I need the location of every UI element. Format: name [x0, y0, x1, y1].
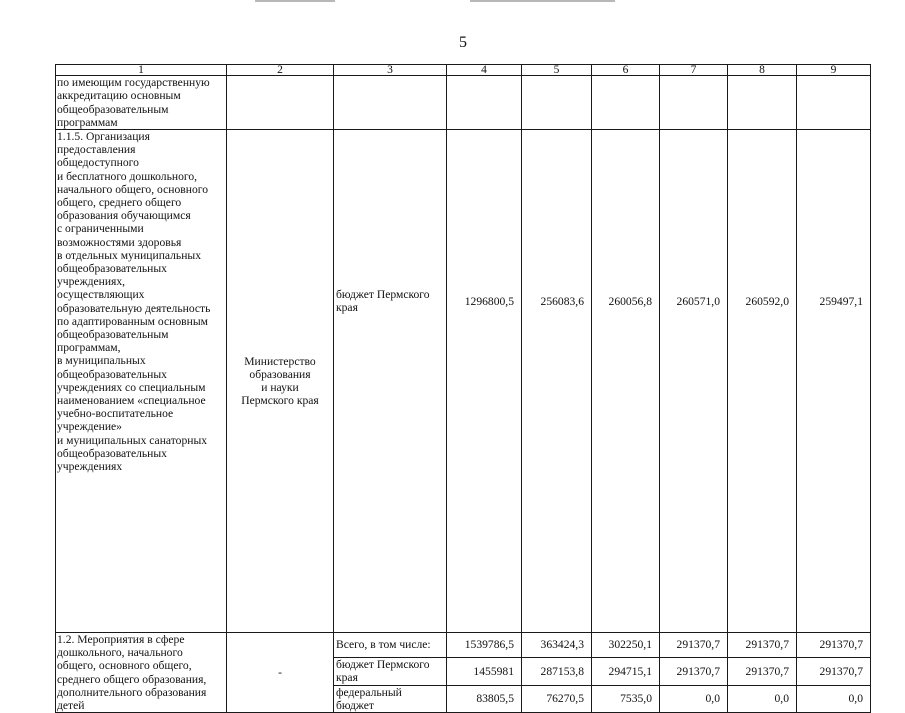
empty-cell — [592, 76, 660, 130]
empty-cell — [797, 76, 871, 130]
executor-cell: Министерство образования и науки Пермского края — [227, 130, 334, 633]
amount-cell: 291370,7 — [797, 633, 871, 658]
column-number: 8 — [728, 65, 797, 76]
amount-cell: 363424,3 — [522, 633, 592, 658]
empty-cell — [522, 76, 592, 130]
empty-cell — [660, 76, 728, 130]
amount-cell: 302250,1 — [592, 633, 660, 658]
program-table — [55, 64, 871, 713]
table-header-row — [56, 65, 871, 76]
column-number: 5 — [522, 65, 592, 76]
amount-cell: 1539786,5 — [447, 633, 522, 658]
activity-description: 1.2. Мероприятия в сфере дошкольного, начального общего, основного общего, среднего общего образования, дополнительного образования детей — [56, 633, 227, 713]
amount-cell: 83805,5 — [447, 685, 522, 713]
amount-cell: 1455981 — [447, 658, 522, 686]
funding-source: бюджет Пермского края — [334, 130, 447, 633]
amount-cell: 260571,0 — [660, 130, 728, 633]
empty-cell — [728, 76, 797, 130]
amount-cell: 291370,7 — [728, 658, 797, 686]
amount-cell: 291370,7 — [660, 658, 728, 686]
table-row-1-2-total — [56, 633, 871, 658]
table-row-1-1-5 — [56, 130, 871, 633]
column-number: 3 — [334, 65, 447, 76]
amount-cell: 291370,7 — [797, 658, 871, 686]
scan-edge-line — [255, 0, 335, 2]
amount-cell: 260592,0 — [728, 130, 797, 633]
empty-cell — [227, 76, 334, 130]
amount-cell: 0,0 — [728, 685, 797, 713]
empty-cell — [334, 76, 447, 130]
column-number: 4 — [447, 65, 522, 76]
amount-cell: 76270,5 — [522, 685, 592, 713]
amount-cell: 1296800,5 — [447, 130, 522, 633]
amount-cell: 287153,8 — [522, 658, 592, 686]
column-number: 1 — [56, 65, 227, 76]
table-row-continuation — [56, 76, 871, 130]
amount-cell: 291370,7 — [660, 633, 728, 658]
page-number: 5 — [459, 34, 467, 51]
amount-cell: 256083,6 — [522, 130, 592, 633]
amount-cell: 0,0 — [797, 685, 871, 713]
column-number: 6 — [592, 65, 660, 76]
amount-cell: 259497,1 — [797, 130, 871, 633]
amount-cell: 291370,7 — [728, 633, 797, 658]
amount-cell: 294715,1 — [592, 658, 660, 686]
activity-description: 1.1.5. Организация предоставления общедоступного и бесплатного дошкольного, начального общего, основного общего, среднего общего образования обучающимся с ограниченными возможностями здоровья в отдельных муниципальных общеобразовательных учреждениях, осуществляющих образовательную деятельность по адаптированным основным общеобразовательным программам, в муниципальных общеобразовательных учреждениях со специальным наименованием «специальное учебно-воспитательное учреждение» и муниципальных санаторных общеобразовательных учреждениях — [56, 130, 227, 633]
funding-source: федеральный бюджет — [334, 685, 447, 713]
column-number: 9 — [797, 65, 871, 76]
column-number: 2 — [227, 65, 334, 76]
funding-source: Всего, в том числе: — [334, 633, 447, 658]
activity-description: по имеющим государственную аккредитацию основным общеобразовательным программам — [56, 76, 227, 130]
amount-cell: 260056,8 — [592, 130, 660, 633]
empty-cell — [447, 76, 522, 130]
amount-cell: 0,0 — [660, 685, 728, 713]
column-number: 7 — [660, 65, 728, 76]
amount-cell: 7535,0 — [592, 685, 660, 713]
scan-edge-line — [470, 0, 615, 2]
funding-source: бюджет Пермского края — [334, 658, 447, 686]
executor-cell: - — [227, 633, 334, 713]
